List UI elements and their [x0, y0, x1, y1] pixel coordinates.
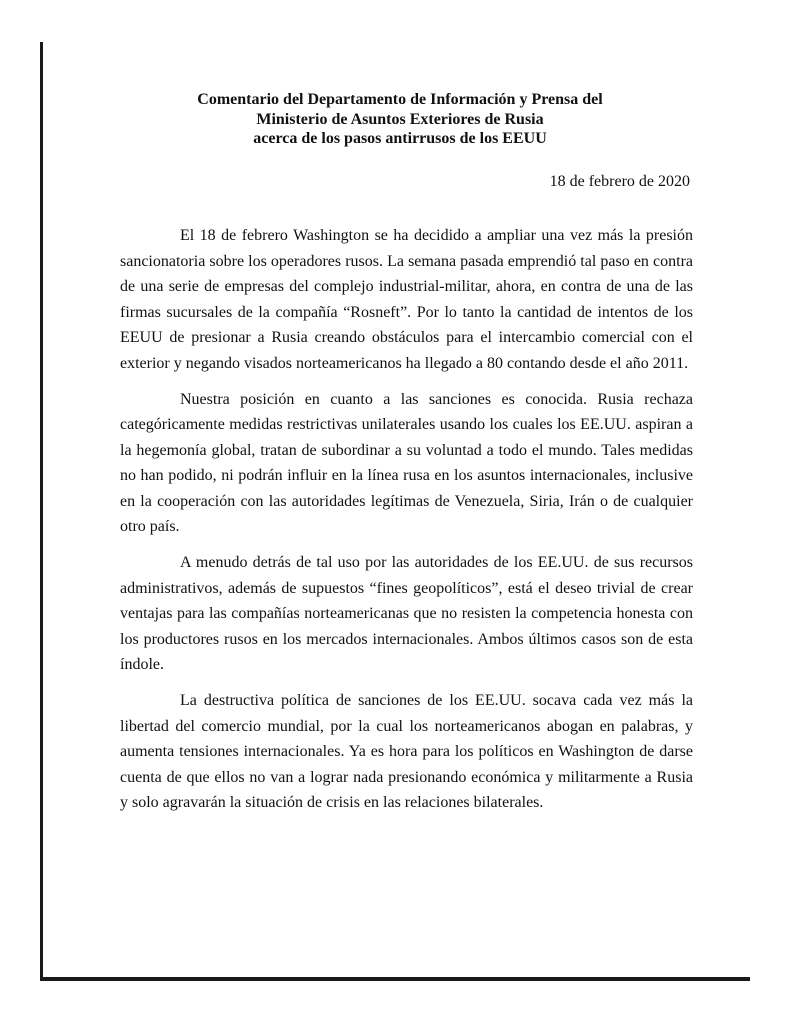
paragraph-1: El 18 de febrero Washington se ha decidido a ampliar una vez más la presión sancionatoria sobre los operadores rusos. La semana pasada emprendió tal paso en contra de una serie de empresas del complejo industrial-militar, ahora, en contra de una de las firmas sucursales de la compañía “Rosneft”. Por lo tanto la cantidad de intentos de los EEUU de presionar a Rusia creando obstáculos para el intercambio comercial con el exterior y negando visados norteamericanos ha llegado a 80 contando desde el año 2011.	[120, 227, 693, 372]
document-body	[120, 223, 693, 826]
paragraph-2: Nuestra posición en cuanto a las sanciones es conocida. Rusia rechaza categóricamente medidas restrictivas unilaterales usando los cuales los EE.UU. aspiran a la hegemonía global, tratan de subordinar a su voluntad a todo el mundo. Tales medidas no han podido, ni podrán influir en la línea rusa en los asuntos internacionales, inclusive en la cooperación con las autoridades legítimas de Venezuela, Siria, Irán o de cualquier otro país.	[120, 390, 693, 535]
title-line-1: Comentario del Departamento de Información y Prensa del	[197, 91, 603, 108]
title-line-3: acerca de los pasos antirrusos de los EEUU	[253, 130, 547, 147]
title-line-2: Ministerio de Asuntos Exteriores de Rusia	[256, 110, 544, 128]
left-margin-line	[40, 42, 43, 980]
paragraph-4: La destructiva política de sanciones de los EE.UU. socava cada vez más la libertad del comercio mundial, por la cual los norteamericanos abogan en palabras, y aumenta tensiones internacionales. Ya es hora para los políticos en Washington de darse cuenta de que ellos no van a lograr nada presionando económica y militarmente a Rusia y solo agravarán la situación de crisis en las relaciones bilaterales.	[120, 692, 693, 811]
paragraph-3: A menudo detrás de tal uso por las autoridades de los EE.UU. de sus recursos administrativos, además de supuestos “fines geopolíticos”, está el deseo trivial de crear ventajas para las compañías norteamericanas que no resisten la competencia honesta con los productores rusos en los mercados internacionales. Ambos últimos casos son de esta índole.	[120, 554, 693, 673]
document-title	[100, 90, 700, 149]
bottom-margin-line	[40, 977, 750, 981]
document-date: 18 de febrero de 2020	[549, 173, 690, 190]
